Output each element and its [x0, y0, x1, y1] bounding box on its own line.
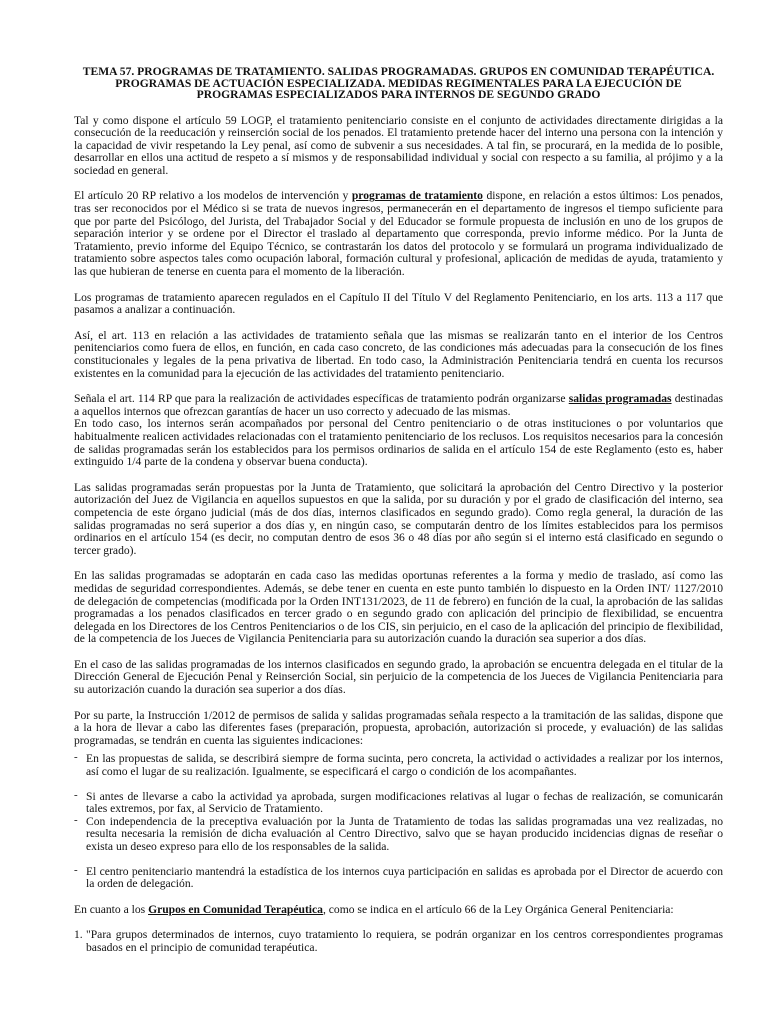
indications-list	[74, 753, 723, 890]
numbered-item	[74, 929, 723, 954]
paragraph-rp-20	[74, 190, 723, 278]
paragraph-segundo-grado: En el caso de las salidas programadas de los internos clasificados en segundo grado, la aprobación se encuentra delegada en el titular de la Dirección General de Ejecución Penal y Reinserción Social, sin perjuicio de la competencia de los Jueces de Vigilancia Penitenciaria para su autorización cuando la duración sea superior a dos días.	[74, 657, 723, 697]
underlined-term-programas-de-tratamiento: programas de tratamiento	[351, 189, 483, 203]
list-item	[74, 813, 723, 854]
text-run: , como se indica en el artículo 66 de la Ley Orgánica General Penitenciaria:	[322, 902, 674, 916]
paragraph-logp-59: Tal y como dispone el artículo 59 LOGP, el tratamiento penitenciario consiste en el conjunto de actividades directamente dirigidas a la consecución de la reeducación y reinserción social de los penados. El tratamiento pretende hacer del interno una persona con la intención y la capacidad de vivir respetando la Ley penal, así como de subvenir a sus necesidades. A tal fin, se procurará, en la medida de lo posible, desarrollar en ellos una actitud de respeto a sí mismos y de responsabilidad individual y social con respecto a su familia, al prójimo y a la sociedad en general.	[74, 113, 723, 177]
text-run: El artículo 20 RP relativo a los modelos de intervención y	[74, 189, 352, 203]
list-item	[74, 863, 723, 891]
document-title: TEMA 57. PROGRAMAS DE TRATAMIENTO. SALIDAS PROGRAMADAS. GRUPOS EN COMUNIDAD TERAPÉUTICA. PROGRAMAS DE ACTUACIÓN ESPECIALIZADA. MEDIDAS REGIMENTALES PARA LA EJECUCIÓN DE PROGRAMAS ESPECIALIZADOS PARA INTERNOS DE SEGUNDO GRADO	[82, 65, 715, 101]
text-run: En cuanto a los	[74, 902, 149, 916]
paragraph-comunidad-terapeutica	[74, 904, 723, 917]
text-run: Señala el art. 114 RP que para la realización de actividades específicas de tratamiento podrán organizarse	[74, 392, 569, 406]
list-item-text: Con independencia de la preceptiva evaluación por la Junta de Tratamiento de todas las salidas programadas una vez realizadas, no resulta necesaria la remisión de dicha evaluación al Centro Directivo, salvo que se hayan producido incidencias dignas de reseñar o exista un deseo expreso para ello de los responsables de la salida.	[86, 814, 723, 853]
list-item-text: Si antes de llevarse a cabo la actividad ya aprobada, surgen modificaciones relativas al lugar o fechas de realización, se comunicarán tales extremos, por fax, al Servicio de Tratamiento.	[86, 789, 723, 816]
bullet-marker: -	[74, 863, 78, 876]
list-item	[74, 753, 723, 778]
bullet-marker: -	[74, 788, 78, 801]
list-item-text: El centro penitenciario mantendrá la estadística de los internos cuya participación en salidas es aprobada por el Director de acuerdo con la orden de delegación.	[86, 864, 723, 891]
numbered-list	[74, 929, 723, 954]
list-item	[74, 788, 723, 816]
list-item-text: En las propuestas de salida, se describirá siempre de forma sucinta, pero concreta, la actividad o actividades a realizar por los internos, así como el lugar de su realización. Igualmente, se especificará el cargo o condición de los acompañantes.	[86, 752, 723, 779]
underlined-term-grupos-comunidad-terapeutica: Grupos en Comunidad Terapéutica	[148, 902, 323, 916]
bullet-marker: -	[74, 751, 78, 764]
bullet-marker: -	[74, 813, 78, 826]
paragraph-junta-tratamiento: Las salidas programadas serán propuestas por la Junta de Tratamiento, que solicitará la aprobación del Centro Directivo y la posterior autorización del Juez de Vigilancia en aquellos supuestos en que la salida, por su duración y por el grado de clasificación del interno, sea competencia de este órgano judicial (más de dos días, internos clasificados en segundo grado). Como regla general, la duración de las salidas programadas no será superior a dos días y, en ningún caso, se computarán dentro de los límites establecidos para los permisos ordinarios en el artículo 154 (es decir, no computan dentro de esos 36 o 48 días por año según si el interno está clasificado en segundo o tercer grado).	[74, 480, 723, 557]
paragraph-capitulo-ii: Los programas de tratamiento aparecen regulados en el Capítulo II del Título V del Reglamento Penitenciario, en los arts. 113 a 117 que pasamos a analizar a continuación.	[74, 290, 723, 317]
paragraph-medidas-seguridad: En las salidas programadas se adoptarán en cada caso las medidas oportunas referentes a la forma y medio de traslado, así como las medidas de seguridad correspondientes. Además, se debe tener en cuenta en este punto también lo dispuesto en la Orden INT/ 1127/2010 de delegación de competencias (modificada por la Orden INT131/2023, de 11 de febrero) en función de la cual, la aprobación de las salidas programadas a los penados clasificados en tercer grado o en segundo grado con aplicación del principio de flexibilidad, se encuentra delegada en los Directores de los Centros Penitenciarios o de los CIS, sin perjuicio, en el caso de la aplicación del principio de flexibilidad, de la competencia de los Jueces de Vigilancia Penitenciaria para su autorización cuando la duración sea superior a dos días.	[74, 569, 723, 646]
paragraph-instruccion-1-2012: Por su parte, la Instrucción 1/2012 de permisos de salida y salidas programadas señala respecto a la tramitación de las salidas, dispone que a la hora de llevar a cabo las diferentes fases (preparación, propuesta, aprobación, autorización si procede, y evaluación) de las salidas programadas, se tendrán en cuenta las siguientes indicaciones:	[74, 708, 723, 747]
paragraph-acompanamiento: En todo caso, los internos serán acompañados por personal del Centro penitenciario o de otras instituciones o por voluntarios que habitualmente realicen actividades relacionadas con el tratamiento penitenciario de los reclusos. Los requisitos necesarios para la concesión de salidas programadas serán los establecidos para los permisos ordinarios de salida en el artículo 154 de este Reglamento (esto es, haber extinguido 1/4 parte de la condena y observar buena conducta).	[74, 417, 723, 469]
paragraph-art-114	[74, 393, 723, 418]
paragraph-art-113: Así, el art. 113 en relación a las actividades de tratamiento señala que las mismas se realizarán tanto en el interior de los Centros penitenciarios como fuera de ellos, en función, en cada caso concreto, de las condiciones más adecuadas para la consecución de los fines constitucionales y legales de la pena privativa de libertad. En todo caso, la Administración Penitenciaria tendrá en cuenta los recursos existentes en la comunidad para la ejecución de las actividades del tratamiento penitenciario.	[74, 328, 723, 380]
text-run: dispone, en relación a estos últimos: Los penados, tras ser reconocidos por el Médico si se trata de nuevos ingresos, permanecerán en el departamento de ingresos el tiempo suficiente para que por parte del Psicólogo, del Jurista, del Trabajador Social y del Educador se formule propuesta de inclusión en uno de los grupos de separación interior y se ordene por el Director el traslado al departamento que corresponda, previo informe médico. Por la Junta de Tratamiento, previo informe del Equipo Técnico, se contrastarán los datos del protocolo y se formulará un programa individualizado de tratamiento sobre aspectos tales como ocupación laboral, formación cultural y profesional, aplicación de medidas de ayuda, tratamiento y las que hubieran de tenerse en cuenta para el momento de la liberación.	[74, 189, 723, 279]
underlined-term-salidas-programadas: salidas programadas	[568, 392, 672, 406]
numbered-item-text: "Para grupos determinados de internos, cuyo tratamiento lo requiera, se podrán organizar en los centros correspondientes programas basados en el principio de comunidad terapéutica.	[86, 928, 723, 954]
text-run: destinadas a aquellos internos que ofrezcan garantías de hacer un uso correcto y adecuado de las mismas.	[74, 392, 723, 418]
item-number: 1.	[74, 928, 83, 942]
